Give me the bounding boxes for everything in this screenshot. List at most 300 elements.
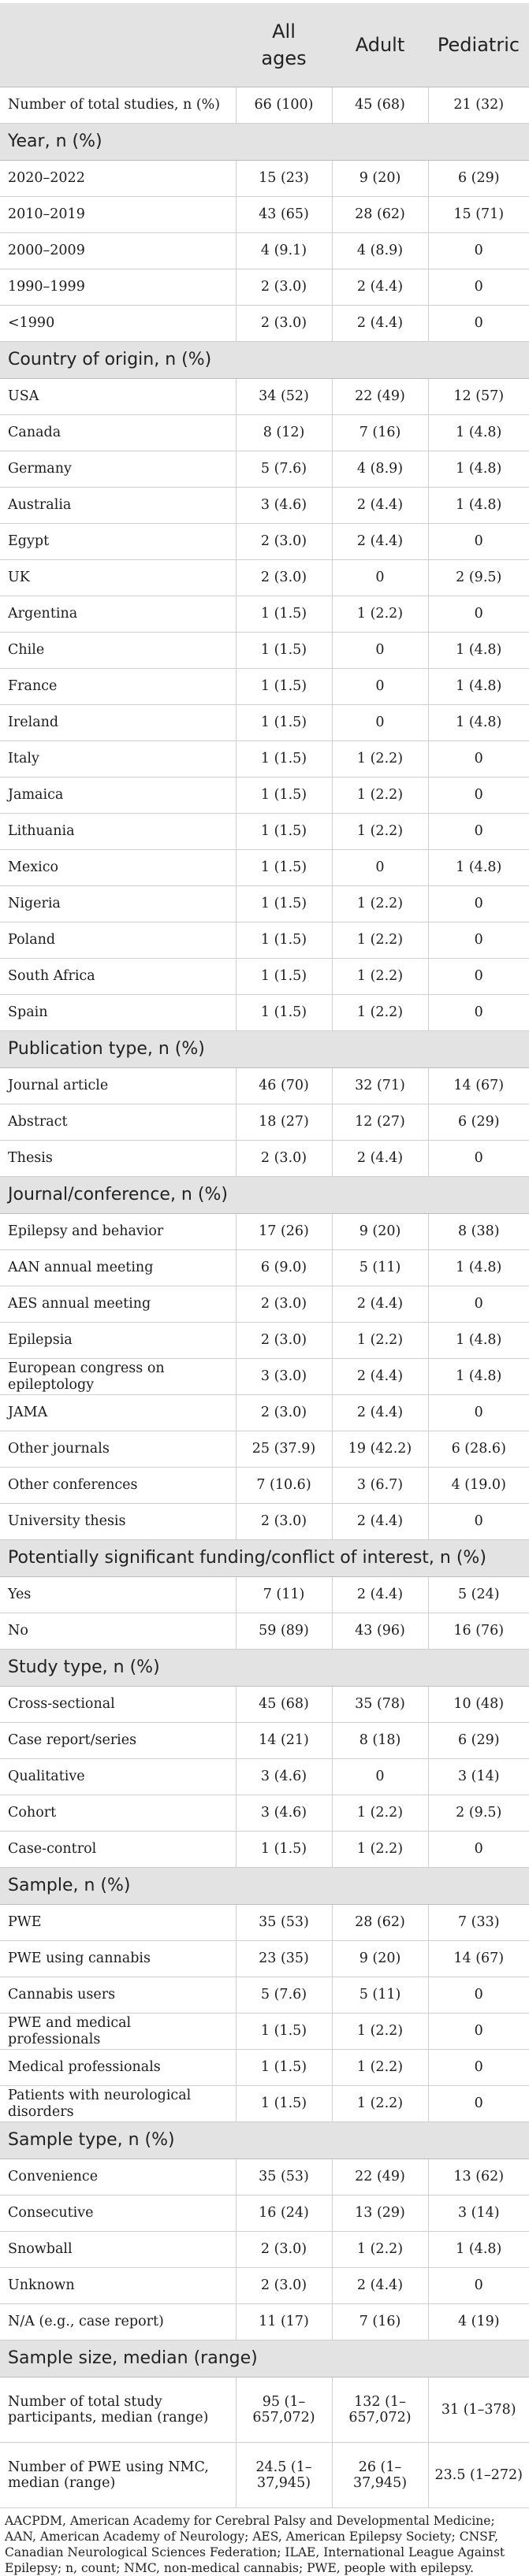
value-adult: 9 (20) xyxy=(332,1214,428,1250)
table-row xyxy=(0,705,529,741)
row-label: Consecutive xyxy=(0,2196,236,2232)
table-row xyxy=(0,560,529,596)
value-all-ages: 43 (65) xyxy=(236,197,332,233)
value-adult: 9 (20) xyxy=(332,161,428,197)
value-adult: 19 (42.2) xyxy=(332,1431,428,1468)
value-adult: 1 (2.2) xyxy=(332,995,428,1031)
value-pediatric: 15 (71) xyxy=(428,197,529,233)
value-adult: 9 (20) xyxy=(332,1941,428,1977)
value-adult: 2 (4.4) xyxy=(332,1577,428,1613)
section-header-row xyxy=(0,1031,529,1068)
table-row xyxy=(0,306,529,342)
value-all-ages: 2 (3.0) xyxy=(236,1141,332,1177)
table-row xyxy=(0,2443,529,2508)
value-all-ages: 2 (3.0) xyxy=(236,1504,332,1540)
value-all-ages: 45 (68) xyxy=(236,1687,332,1723)
row-label: Case-control xyxy=(0,1832,236,1868)
value-pediatric: 23.5 (1–272) xyxy=(428,2443,529,2508)
table-row xyxy=(0,2232,529,2268)
table-row xyxy=(0,633,529,669)
value-pediatric: 12 (57) xyxy=(428,379,529,415)
value-adult: 26 (1–37,945) xyxy=(332,2443,428,2508)
value-pediatric: 7 (33) xyxy=(428,1905,529,1941)
value-adult: 0 xyxy=(332,560,428,596)
value-adult: 1 (2.2) xyxy=(332,1795,428,1832)
value-pediatric: 3 (14) xyxy=(428,1759,529,1795)
value-all-ages: 5 (7.6) xyxy=(236,1977,332,2014)
value-adult: 45 (68) xyxy=(332,87,428,124)
value-all-ages: 35 (53) xyxy=(236,1905,332,1941)
section-header-row xyxy=(0,1868,529,1905)
row-label: Patients with neurological disorders xyxy=(0,2086,236,2122)
value-all-ages: 1 (1.5) xyxy=(236,2086,332,2122)
value-all-ages: 1 (1.5) xyxy=(236,995,332,1031)
value-adult: 3 (6.7) xyxy=(332,1468,428,1504)
row-label: Cohort xyxy=(0,1795,236,1832)
value-all-ages: 18 (27) xyxy=(236,1104,332,1141)
value-pediatric: 0 xyxy=(428,233,529,269)
row-label: Epilepsia xyxy=(0,1323,236,1359)
value-adult: 2 (4.4) xyxy=(332,1395,428,1431)
table-row xyxy=(0,2377,529,2443)
table-row xyxy=(0,850,529,886)
row-label: 2020–2022 xyxy=(0,161,236,197)
value-all-ages: 66 (100) xyxy=(236,87,332,124)
row-label: PWE and medical professionals xyxy=(0,2014,236,2050)
value-adult: 2 (4.4) xyxy=(332,524,428,560)
value-adult: 7 (16) xyxy=(332,2304,428,2340)
value-all-ages: 6 (9.0) xyxy=(236,1250,332,1286)
value-all-ages: 2 (3.0) xyxy=(236,1323,332,1359)
header-all-ages: All ages xyxy=(236,3,332,87)
row-label: Egypt xyxy=(0,524,236,560)
value-all-ages: 1 (1.5) xyxy=(236,669,332,705)
row-label: Journal article xyxy=(0,1068,236,1104)
row-label: Unknown xyxy=(0,2268,236,2304)
value-pediatric: 31 (1–378) xyxy=(428,2377,529,2443)
value-adult: 1 (2.2) xyxy=(332,741,428,778)
table-row xyxy=(0,1613,529,1650)
table-row xyxy=(0,1214,529,1250)
table-header xyxy=(0,3,529,87)
value-all-ages: 1 (1.5) xyxy=(236,778,332,814)
row-label: Jamaica xyxy=(0,778,236,814)
table-row xyxy=(0,1577,529,1613)
value-pediatric: 6 (29) xyxy=(428,1104,529,1141)
value-all-ages: 34 (52) xyxy=(236,379,332,415)
value-pediatric: 16 (76) xyxy=(428,1613,529,1650)
row-label: 2010–2019 xyxy=(0,197,236,233)
value-adult: 22 (49) xyxy=(332,2159,428,2196)
value-all-ages: 1 (1.5) xyxy=(236,922,332,959)
table-row xyxy=(0,2196,529,2232)
value-pediatric: 3 (14) xyxy=(428,2196,529,2232)
row-label: Other journals xyxy=(0,1431,236,1468)
value-adult: 2 (4.4) xyxy=(332,2268,428,2304)
value-adult: 2 (4.4) xyxy=(332,306,428,342)
value-adult: 28 (62) xyxy=(332,197,428,233)
table-row xyxy=(0,1795,529,1832)
value-all-ages: 7 (11) xyxy=(236,1577,332,1613)
row-label: Qualitative xyxy=(0,1759,236,1795)
value-adult: 5 (11) xyxy=(332,1977,428,2014)
table-row xyxy=(0,1832,529,1868)
row-label: Australia xyxy=(0,488,236,524)
value-adult: 1 (2.2) xyxy=(332,2232,428,2268)
section-title: Journal/conference, n (%) xyxy=(0,1177,529,1214)
row-label: Number of total study participants, median (range) xyxy=(0,2377,236,2443)
value-all-ages: 14 (21) xyxy=(236,1723,332,1759)
value-all-ages: 17 (26) xyxy=(236,1214,332,1250)
table-row xyxy=(0,488,529,524)
table-row xyxy=(0,1359,529,1395)
header-row xyxy=(0,3,529,87)
value-adult: 0 xyxy=(332,633,428,669)
value-all-ages: 1 (1.5) xyxy=(236,2050,332,2086)
value-all-ages: 3 (3.0) xyxy=(236,1359,332,1395)
value-adult: 1 (2.2) xyxy=(332,1832,428,1868)
section-title: Potentially significant funding/conflict of interest, n (%) xyxy=(0,1540,529,1577)
row-label: Medical professionals xyxy=(0,2050,236,2086)
value-pediatric: 0 xyxy=(428,1977,529,2014)
value-pediatric: 1 (4.8) xyxy=(428,633,529,669)
section-title: Study type, n (%) xyxy=(0,1650,529,1687)
value-adult: 12 (27) xyxy=(332,1104,428,1141)
section-title: Sample type, n (%) xyxy=(0,2122,529,2159)
row-label: No xyxy=(0,1613,236,1650)
value-pediatric: 0 xyxy=(428,1832,529,1868)
row-label: Mexico xyxy=(0,850,236,886)
section-title: Sample size, median (range) xyxy=(0,2340,529,2377)
value-adult: 2 (4.4) xyxy=(332,269,428,306)
table-row xyxy=(0,669,529,705)
value-pediatric: 0 xyxy=(428,269,529,306)
value-adult: 8 (18) xyxy=(332,1723,428,1759)
table-row xyxy=(0,1141,529,1177)
value-all-ages: 95 (1–657,072) xyxy=(236,2377,332,2443)
value-adult: 132 (1–657,072) xyxy=(332,2377,428,2443)
value-adult: 28 (62) xyxy=(332,1905,428,1941)
value-pediatric: 0 xyxy=(428,995,529,1031)
value-adult: 1 (2.2) xyxy=(332,778,428,814)
row-label: Yes xyxy=(0,1577,236,1613)
value-pediatric: 0 xyxy=(428,596,529,633)
section-title: Country of origin, n (%) xyxy=(0,342,529,379)
value-all-ages: 2 (3.0) xyxy=(236,269,332,306)
value-all-ages: 24.5 (1–37,945) xyxy=(236,2443,332,2508)
table-row xyxy=(0,1723,529,1759)
value-pediatric: 1 (4.8) xyxy=(428,415,529,451)
value-adult: 13 (29) xyxy=(332,2196,428,2232)
value-all-ages: 15 (23) xyxy=(236,161,332,197)
row-label: PWE using cannabis xyxy=(0,1941,236,1977)
value-all-ages: 1 (1.5) xyxy=(236,1832,332,1868)
row-label: Number of total studies, n (%) xyxy=(0,87,236,124)
value-adult: 2 (4.4) xyxy=(332,1359,428,1395)
value-all-ages: 59 (89) xyxy=(236,1613,332,1650)
value-pediatric: 6 (29) xyxy=(428,1723,529,1759)
value-all-ages: 1 (1.5) xyxy=(236,814,332,850)
row-label: 2000–2009 xyxy=(0,233,236,269)
row-label: AAN annual meeting xyxy=(0,1250,236,1286)
table-row xyxy=(0,1759,529,1795)
row-label: Case report/series xyxy=(0,1723,236,1759)
table-row xyxy=(0,87,529,124)
table-row xyxy=(0,741,529,778)
header-pediatric: Pediatric xyxy=(428,3,529,87)
value-all-ages: 2 (3.0) xyxy=(236,1395,332,1431)
value-adult: 1 (2.2) xyxy=(332,959,428,995)
row-label: South Africa xyxy=(0,959,236,995)
row-label: <1990 xyxy=(0,306,236,342)
value-pediatric: 1 (4.8) xyxy=(428,1359,529,1395)
value-adult: 35 (78) xyxy=(332,1687,428,1723)
value-all-ages: 3 (4.6) xyxy=(236,1759,332,1795)
row-label: USA xyxy=(0,379,236,415)
value-pediatric: 4 (19) xyxy=(428,2304,529,2340)
table-row xyxy=(0,596,529,633)
value-all-ages: 25 (37.9) xyxy=(236,1431,332,1468)
value-adult: 2 (4.4) xyxy=(332,1504,428,1540)
value-all-ages: 3 (4.6) xyxy=(236,488,332,524)
value-adult: 2 (4.4) xyxy=(332,1141,428,1177)
table-row xyxy=(0,233,529,269)
value-pediatric: 1 (4.8) xyxy=(428,850,529,886)
value-pediatric: 14 (67) xyxy=(428,1068,529,1104)
row-label: Germany xyxy=(0,451,236,488)
table-row xyxy=(0,1250,529,1286)
header-blank xyxy=(0,3,236,87)
value-all-ages: 1 (1.5) xyxy=(236,850,332,886)
value-pediatric: 0 xyxy=(428,814,529,850)
table-row xyxy=(0,778,529,814)
value-all-ages: 23 (35) xyxy=(236,1941,332,1977)
row-label: France xyxy=(0,669,236,705)
value-pediatric: 21 (32) xyxy=(428,87,529,124)
value-all-ages: 2 (3.0) xyxy=(236,524,332,560)
row-label: Number of PWE using NMC, median (range) xyxy=(0,2443,236,2508)
value-adult: 1 (2.2) xyxy=(332,596,428,633)
value-pediatric: 0 xyxy=(428,741,529,778)
value-adult: 7 (16) xyxy=(332,415,428,451)
value-pediatric: 0 xyxy=(428,1286,529,1323)
row-label: University thesis xyxy=(0,1504,236,1540)
value-all-ages: 1 (1.5) xyxy=(236,705,332,741)
value-pediatric: 6 (29) xyxy=(428,161,529,197)
value-all-ages: 4 (9.1) xyxy=(236,233,332,269)
section-header-row xyxy=(0,2122,529,2159)
value-pediatric: 2 (9.5) xyxy=(428,1795,529,1832)
value-pediatric: 14 (67) xyxy=(428,1941,529,1977)
value-pediatric: 0 xyxy=(428,886,529,922)
row-label: PWE xyxy=(0,1905,236,1941)
section-title: Publication type, n (%) xyxy=(0,1031,529,1068)
row-label: Poland xyxy=(0,922,236,959)
value-all-ages: 1 (1.5) xyxy=(236,741,332,778)
value-adult: 1 (2.2) xyxy=(332,1323,428,1359)
row-label: Epilepsy and behavior xyxy=(0,1214,236,1250)
value-pediatric: 0 xyxy=(428,306,529,342)
table-row xyxy=(0,1068,529,1104)
value-pediatric: 13 (62) xyxy=(428,2159,529,2196)
row-label: Lithuania xyxy=(0,814,236,850)
table-row xyxy=(0,1104,529,1141)
table-row xyxy=(0,379,529,415)
value-adult: 1 (2.2) xyxy=(332,886,428,922)
value-pediatric: 10 (48) xyxy=(428,1687,529,1723)
table-row xyxy=(0,524,529,560)
table-row xyxy=(0,959,529,995)
row-label: Canada xyxy=(0,415,236,451)
table-row xyxy=(0,1286,529,1323)
table-row xyxy=(0,995,529,1031)
value-all-ages: 16 (24) xyxy=(236,2196,332,2232)
value-pediatric: 1 (4.8) xyxy=(428,705,529,741)
row-label: Cannabis users xyxy=(0,1977,236,2014)
table-row xyxy=(0,1687,529,1723)
value-adult: 4 (8.9) xyxy=(332,451,428,488)
table-row xyxy=(0,161,529,197)
value-all-ages: 46 (70) xyxy=(236,1068,332,1104)
value-pediatric: 4 (19.0) xyxy=(428,1468,529,1504)
table-body xyxy=(0,87,529,2508)
value-adult: 2 (4.4) xyxy=(332,1286,428,1323)
table-row xyxy=(0,2268,529,2304)
value-pediatric: 0 xyxy=(428,2050,529,2086)
value-adult: 4 (8.9) xyxy=(332,233,428,269)
value-adult: 0 xyxy=(332,1759,428,1795)
value-pediatric: 0 xyxy=(428,2014,529,2050)
table-footnote: AACPDM, American Academy for Cerebral Palsy and Developmental Medicine; AAN, American Academy of Neurology; AES, American Epilepsy Society; CNSF, Canadian Neurological Sciences Federation; ILAE, International League Against Epilepsy; n, count; NMC, non-medical cannabis; PWE, people with epilepsy. xyxy=(5,2514,505,2575)
value-pediatric: 2 (9.5) xyxy=(428,560,529,596)
table-row xyxy=(0,1431,529,1468)
section-header-row xyxy=(0,124,529,161)
value-pediatric: 1 (4.8) xyxy=(428,1250,529,1286)
section-header-row xyxy=(0,1177,529,1214)
row-label: Spain xyxy=(0,995,236,1031)
table-row xyxy=(0,2014,529,2050)
row-label: Convenience xyxy=(0,2159,236,2196)
value-adult: 22 (49) xyxy=(332,379,428,415)
value-adult: 1 (2.2) xyxy=(332,2014,428,2050)
value-adult: 0 xyxy=(332,669,428,705)
section-header-row xyxy=(0,1650,529,1687)
section-header-row xyxy=(0,1540,529,1577)
table-row xyxy=(0,1395,529,1431)
value-all-ages: 7 (10.6) xyxy=(236,1468,332,1504)
study-characteristics-table xyxy=(0,3,529,2508)
value-pediatric: 0 xyxy=(428,524,529,560)
table-row xyxy=(0,415,529,451)
row-label: JAMA xyxy=(0,1395,236,1431)
value-all-ages: 1 (1.5) xyxy=(236,633,332,669)
row-label: Snowball xyxy=(0,2232,236,2268)
value-adult: 1 (2.2) xyxy=(332,814,428,850)
value-pediatric: 6 (28.6) xyxy=(428,1431,529,1468)
value-pediatric: 0 xyxy=(428,2268,529,2304)
value-all-ages: 1 (1.5) xyxy=(236,959,332,995)
table-row xyxy=(0,1468,529,1504)
value-pediatric: 1 (4.8) xyxy=(428,2232,529,2268)
value-all-ages: 1 (1.5) xyxy=(236,596,332,633)
value-pediatric: 1 (4.8) xyxy=(428,669,529,705)
table-row xyxy=(0,2304,529,2340)
value-pediatric: 0 xyxy=(428,922,529,959)
value-all-ages: 1 (1.5) xyxy=(236,886,332,922)
value-all-ages: 3 (4.6) xyxy=(236,1795,332,1832)
section-header-row xyxy=(0,342,529,379)
table-row xyxy=(0,1504,529,1540)
value-pediatric: 1 (4.8) xyxy=(428,488,529,524)
value-all-ages: 8 (12) xyxy=(236,415,332,451)
value-all-ages: 35 (53) xyxy=(236,2159,332,2196)
value-pediatric: 5 (24) xyxy=(428,1577,529,1613)
section-title: Year, n (%) xyxy=(0,124,529,161)
value-adult: 2 (4.4) xyxy=(332,488,428,524)
table-row xyxy=(0,2159,529,2196)
row-label: AES annual meeting xyxy=(0,1286,236,1323)
value-adult: 5 (11) xyxy=(332,1250,428,1286)
table-row xyxy=(0,269,529,306)
value-adult: 0 xyxy=(332,705,428,741)
value-pediatric: 0 xyxy=(428,778,529,814)
value-adult: 1 (2.2) xyxy=(332,2050,428,2086)
row-label: Thesis xyxy=(0,1141,236,1177)
row-label: 1990–1999 xyxy=(0,269,236,306)
row-label: Italy xyxy=(0,741,236,778)
value-adult: 0 xyxy=(332,850,428,886)
value-all-ages: 2 (3.0) xyxy=(236,2232,332,2268)
value-pediatric: 0 xyxy=(428,1504,529,1540)
value-all-ages: 11 (17) xyxy=(236,2304,332,2340)
value-pediatric: 1 (4.8) xyxy=(428,1323,529,1359)
value-all-ages: 5 (7.6) xyxy=(236,451,332,488)
row-label: Nigeria xyxy=(0,886,236,922)
table-row xyxy=(0,2086,529,2122)
value-pediatric: 0 xyxy=(428,2086,529,2122)
table-row xyxy=(0,1941,529,1977)
section-header-row xyxy=(0,2340,529,2377)
table-row xyxy=(0,886,529,922)
value-pediatric: 8 (38) xyxy=(428,1214,529,1250)
table-row xyxy=(0,197,529,233)
row-label: Argentina xyxy=(0,596,236,633)
value-pediatric: 1 (4.8) xyxy=(428,451,529,488)
value-pediatric: 0 xyxy=(428,1395,529,1431)
row-label: Abstract xyxy=(0,1104,236,1141)
value-adult: 1 (2.2) xyxy=(332,2086,428,2122)
row-label: Ireland xyxy=(0,705,236,741)
value-pediatric: 0 xyxy=(428,1141,529,1177)
value-adult: 43 (96) xyxy=(332,1613,428,1650)
table-row xyxy=(0,922,529,959)
value-all-ages: 2 (3.0) xyxy=(236,2268,332,2304)
value-adult: 1 (2.2) xyxy=(332,922,428,959)
value-pediatric: 0 xyxy=(428,959,529,995)
value-all-ages: 2 (3.0) xyxy=(236,306,332,342)
row-label: Other conferences xyxy=(0,1468,236,1504)
value-all-ages: 1 (1.5) xyxy=(236,2014,332,2050)
table-row xyxy=(0,814,529,850)
table-row xyxy=(0,2050,529,2086)
table-row xyxy=(0,1323,529,1359)
row-label: UK xyxy=(0,560,236,596)
table-row xyxy=(0,1905,529,1941)
row-label: Cross-sectional xyxy=(0,1687,236,1723)
value-all-ages: 2 (3.0) xyxy=(236,1286,332,1323)
header-adult: Adult xyxy=(332,3,428,87)
table-row xyxy=(0,451,529,488)
